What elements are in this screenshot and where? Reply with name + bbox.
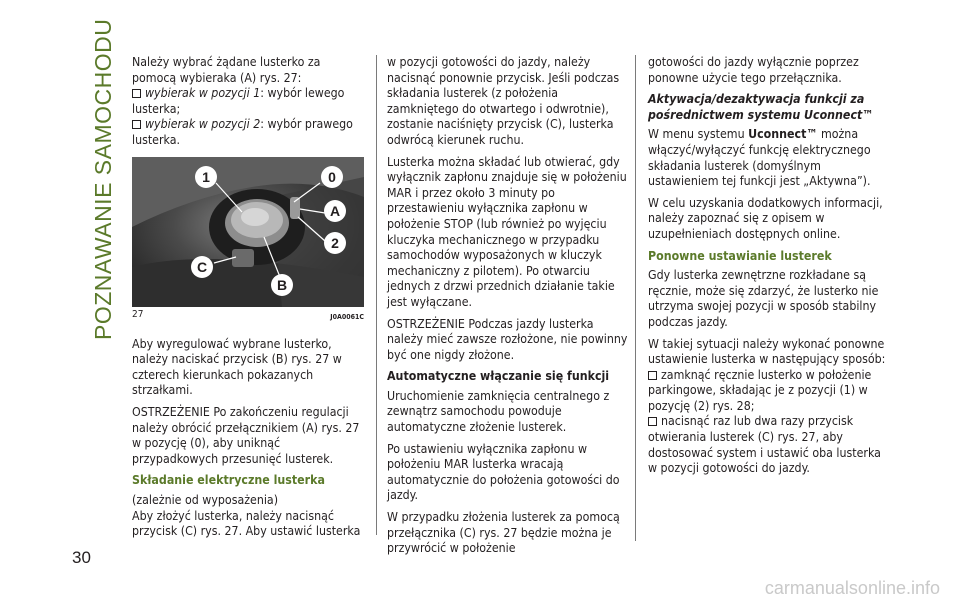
checkbox-bullet-icon bbox=[648, 417, 657, 426]
paragraph: Uruchomienie zamknięcia centralnego z zewnątrz samochodu powoduje automatyczne złożenie lusterek. bbox=[387, 388, 610, 435]
figure-code: J0A0061C bbox=[330, 312, 364, 321]
svg-text:A: A bbox=[329, 202, 341, 219]
mirror-control-photo bbox=[132, 157, 364, 307]
list-item: wybierak w pozycji 1: wybór lewego lusterka; bbox=[132, 86, 345, 116]
paragraph: (zależnie od wyposażenia) bbox=[132, 492, 279, 507]
figure-label-2 bbox=[324, 232, 346, 254]
text-column-1 bbox=[132, 55, 364, 546]
figure-number: 27 bbox=[132, 308, 144, 320]
list-item: nacisnąć raz lub dwa razy przycisk otwierania lusterek (C) rys. 27, aby dostosować system i ustawić oba lusterka w pozycji gotowości do jazdy. bbox=[648, 414, 881, 476]
paragraph: gotowości do jazdy wyłącznie poprzez ponowne użycie tego przełącznika. bbox=[648, 55, 859, 85]
figure-label-a bbox=[324, 200, 346, 222]
figure-label-0 bbox=[321, 166, 343, 188]
svg-text:2: 2 bbox=[331, 234, 339, 251]
paragraph: Aby złożyć lusterka, należy nacisnąć przycisk (C) rys. 27. Aby ustawić lusterka bbox=[132, 508, 361, 539]
paragraph: Aby wyregulować wybrane lusterko, należy naciskać przycisk (B) rys. 27 w czterech kierunkach pokazanych strzałkami. bbox=[132, 336, 342, 398]
checkbox-bullet-icon bbox=[648, 371, 657, 380]
checkbox-bullet-icon bbox=[132, 120, 141, 129]
svg-text:1: 1 bbox=[202, 168, 210, 185]
paragraph: Po ustawieniu wyłącznika zapłonu w położeniu MAR lusterka wracają automatycznie do położenia gotowości do jazdy. bbox=[387, 441, 620, 503]
paragraph: Należy wybrać żądane lusterko za pomocą wybieraka (A) rys. 27: bbox=[132, 55, 321, 85]
watermark: carmanualsonline.info bbox=[764, 578, 940, 598]
column-divider bbox=[376, 55, 377, 535]
figure-label-1 bbox=[195, 166, 217, 188]
text-column-3 bbox=[648, 55, 888, 477]
paragraph: W przypadku złożenia lusterek za pomocą przełącznika (C) rys. 27 będzie można je przywrócić w położenie bbox=[387, 510, 620, 556]
section-heading: Automatyczne włączanie się funkcji bbox=[387, 369, 610, 384]
section-heading: Ponowne ustawianie lusterek bbox=[648, 248, 832, 263]
page-number: 30 bbox=[72, 548, 91, 567]
paragraph: W menu systemu Uconnect™ można włączyć/wyłączyć funkcję elektrycznego składania lusterek (domyślnym ustawieniem tej funkcji jest „Aktywna”). bbox=[648, 127, 871, 189]
paragraph: w pozycji gotowości do jazdy, należy nacisnąć ponownie przycisk. Jeśli podczas składania lusterek (z położenia zamkniętego do otwartego i odwrotnie), zostanie naciśnięty przycisk (C), lusterka odwrócą kierunek ruchu. bbox=[387, 55, 620, 147]
section-heading: Składanie elektryczne lusterka bbox=[132, 473, 325, 488]
section-title-text: POZNAWANIE SAMOCHODU bbox=[90, 18, 116, 340]
column-divider bbox=[635, 55, 636, 541]
figure-caption bbox=[132, 309, 364, 323]
paragraph: Gdy lusterka zewnętrzne rozkładane są ręcznie, może się zdarzyć, że lusterko nie utrzyma swojej pozycji w sposób stabilny podczas jazdy. bbox=[648, 268, 879, 329]
figure-label-b bbox=[271, 274, 293, 296]
svg-text:0: 0 bbox=[328, 168, 336, 185]
warning-paragraph: OSTRZEŻENIE Po zakończeniu regulacji należy obrócić przełącznikiem (A) rys. 27 w pozycję (0), aby uniknąć przypadkowych przesunięć lusterek. bbox=[132, 404, 360, 466]
section-heading: Aktywacja/dezaktywacja funkcji za pośrednictwem systemu Uconnect™ bbox=[648, 92, 874, 122]
checkbox-bullet-icon bbox=[132, 89, 141, 98]
text-column-2 bbox=[387, 55, 631, 563]
warning-paragraph: OSTRZEŻENIE Podczas jazdy lusterka należy mieć zawsze rozłożone, nie powinny być one nigdy złożone. bbox=[387, 316, 628, 362]
paragraph: Lusterka można składać lub otwierać, gdy wyłącznik zapłonu znajduje się w położeniu MAR i przez około 3 minuty po przestawieniu wyłącznika zapłonu w położenie STOP (lub również po wyjęciu kluczyka mechanicznego w przypadku samochodów wyposażonych w kluczyk mechaniczny z pilotem). Po otwarciu jednych z drzwi przednich działanie takie jest wyłączane. bbox=[387, 154, 627, 309]
list-item: wybierak w pozycji 2: wybór prawego lusterka. bbox=[132, 117, 353, 147]
svg-text:B: B bbox=[276, 276, 288, 293]
paragraph: W celu uzyskania dodatkowych informacji, należy zapoznać się z opisem w uzupełnieniach dostępnych online. bbox=[648, 195, 883, 241]
svg-text:C: C bbox=[196, 258, 208, 275]
figure-label-c bbox=[191, 256, 213, 278]
section-title bbox=[60, 18, 120, 340]
list-item: zamknąć ręcznie lusterko w położenie parkingowe, składając je z pozycji (1) w pozycję (2) rys. 28; bbox=[648, 367, 872, 413]
paragraph: W takiej sytuacji należy wykonać ponowne ustawienie lusterka w następujący sposób: bbox=[648, 336, 886, 367]
